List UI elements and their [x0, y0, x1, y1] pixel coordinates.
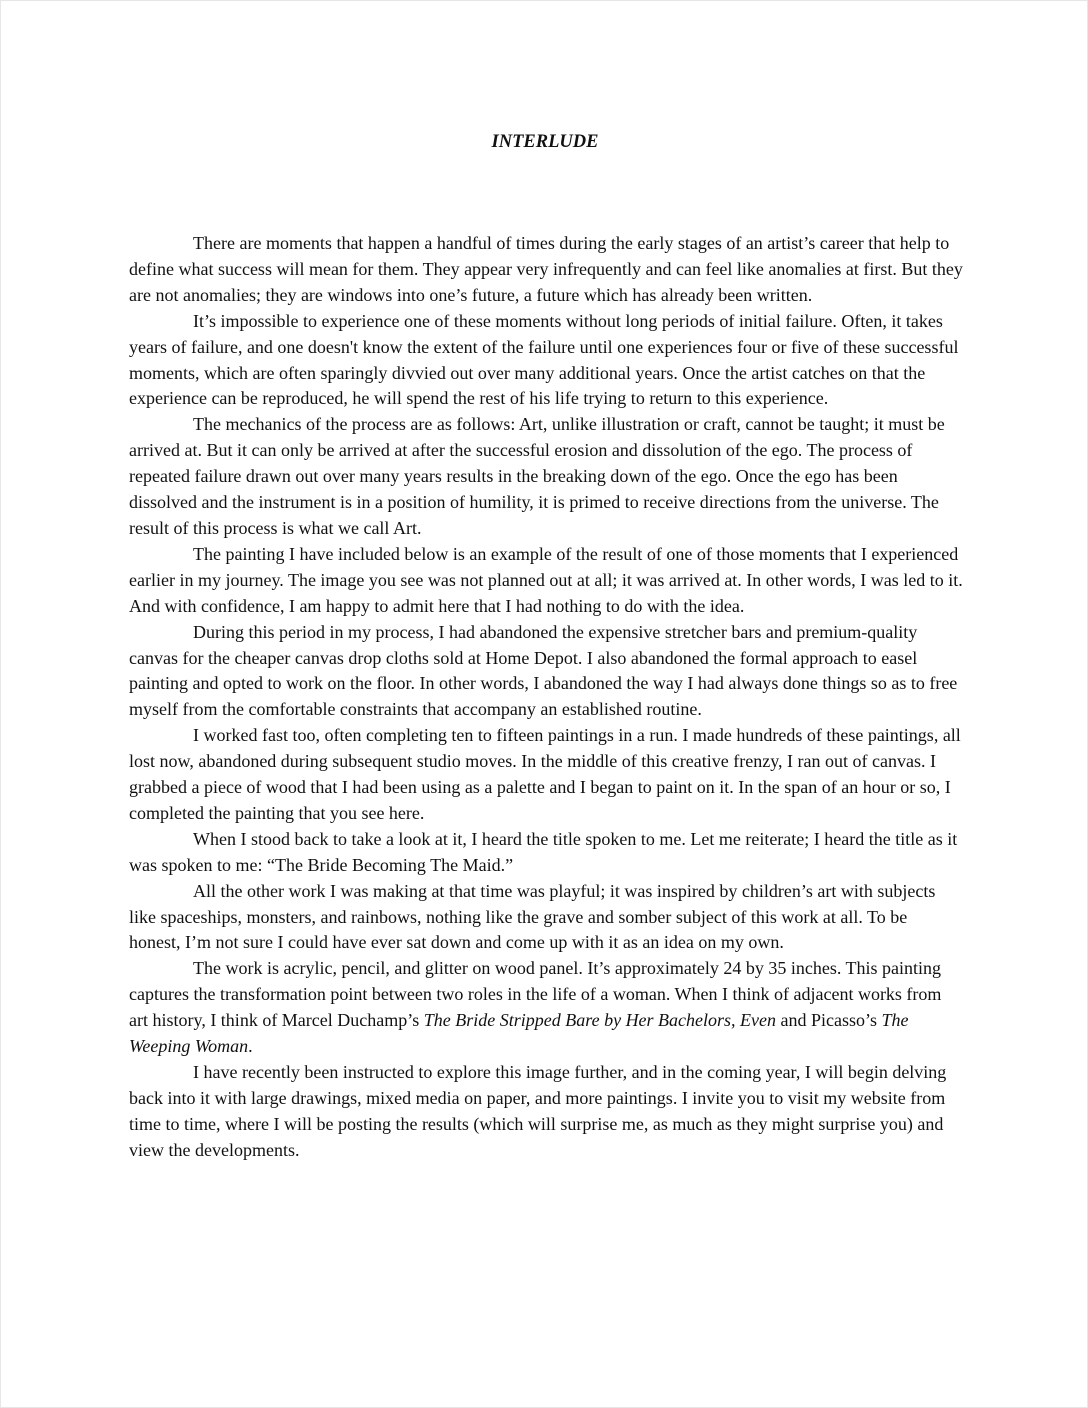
artwork-title-duchamp: The Bride Stripped Bare by Her Bachelors, Even — [423, 1010, 777, 1031]
paragraph-5: During this period in my process, I had abandoned the expensive stretcher bars and premium-quality canvas for the cheaper canvas drop cloths sold at Home Depot. I also abandoned the formal approach to easel painting and opted to work on the floor. In other words, I abandoned the way I had always done things so as to free myself from the comfortable constraints that accompany an established routine. — [129, 621, 958, 720]
page-title: INTERLUDE — [491, 132, 599, 152]
paragraph-1: There are moments that happen a handful of times during the early stages of an artist’s career that help to define what success will mean for them. They appear very infrequently and can feel like anomalies at first. But they are not anomalies; they are windows into one’s future, a future which has already been written. — [129, 233, 963, 305]
paragraph-4: The painting I have included below is an example of the result of one of those moments that I experienced earlier in my journey. The image you see was not planned out at all; it was arrived at. In other words, I was led to it. And with confidence, I am happy to admit here that I had nothing to do with the idea. — [129, 543, 963, 616]
paragraph-7: When I stood back to take a look at it, I heard the title spoken to me. Let me reiterate; I heard the title as it was spoken to me: “The Bride Becoming The Maid.” — [129, 828, 958, 875]
paragraph-9-text-3: . — [248, 1036, 253, 1057]
artwork-title-picasso: The Weeping Woman — [129, 1010, 909, 1057]
paragraph-9 — [129, 956, 963, 1060]
paragraph-3: The mechanics of the process are as follows: Art, unlike illustration or craft, cannot be taught; it must be arrived at. But it can only be arrived at after the successful erosion and dissolution of the ego. The process of repeated failure drawn out over many years results in the breaking down of the ego. Once the ego has been dissolved and the instrument is in a position of humility, it is primed to receive directions from the universe. The result of this process is what we call Art. — [129, 414, 945, 538]
paragraph-6: I worked fast too, often completing ten to fifteen paintings in a run. I made hundreds of these paintings, all lost now, abandoned during subsequent studio moves. In the middle of this creative frenzy, I ran out of canvas. I grabbed a piece of wood that I had been using as a palette and I began to paint on it. In the span of an hour or so, I completed the painting that you see here. — [129, 725, 961, 823]
paragraph-9-text-1: The work is acrylic, pencil, and glitter on wood panel. It’s approximately 24 by 35 inches. This painting captures the transformation point between two roles in the life of a woman. When I think of adjacent works from art history, I think of Marcel Duchamp’s — [129, 958, 942, 1031]
paragraph-9-text-2: and Picasso’s — [776, 1010, 882, 1031]
document-body — [129, 231, 963, 1164]
paragraph-10: I have recently been instructed to explore this image further, and in the coming year, I will begin delving back into it with large drawings, mixed media on paper, and more paintings. I invite you to visit my website from time to time, where I will be posting the results (which will surprise me, as much as they might surprise you) and view the developments. — [129, 1062, 947, 1160]
paragraph-2: It’s impossible to experience one of these moments without long periods of initial failure. Often, it takes years of failure, and one doesn't know the extent of the failure until one experiences four or five of these successful moments, which are often sparingly divvied out over many additional years. Once the artist catches on that the experience can be reproduced, he will spend the rest of his life trying to return to this experience. — [129, 310, 959, 409]
paragraph-8: All the other work I was making at that time was playful; it was inspired by children’s art with subjects like spaceships, monsters, and rainbows, nothing like the grave and somber subject of this work at all. To be honest, I’m not sure I could have ever sat down and come up with it as an idea on my own. — [129, 880, 936, 953]
